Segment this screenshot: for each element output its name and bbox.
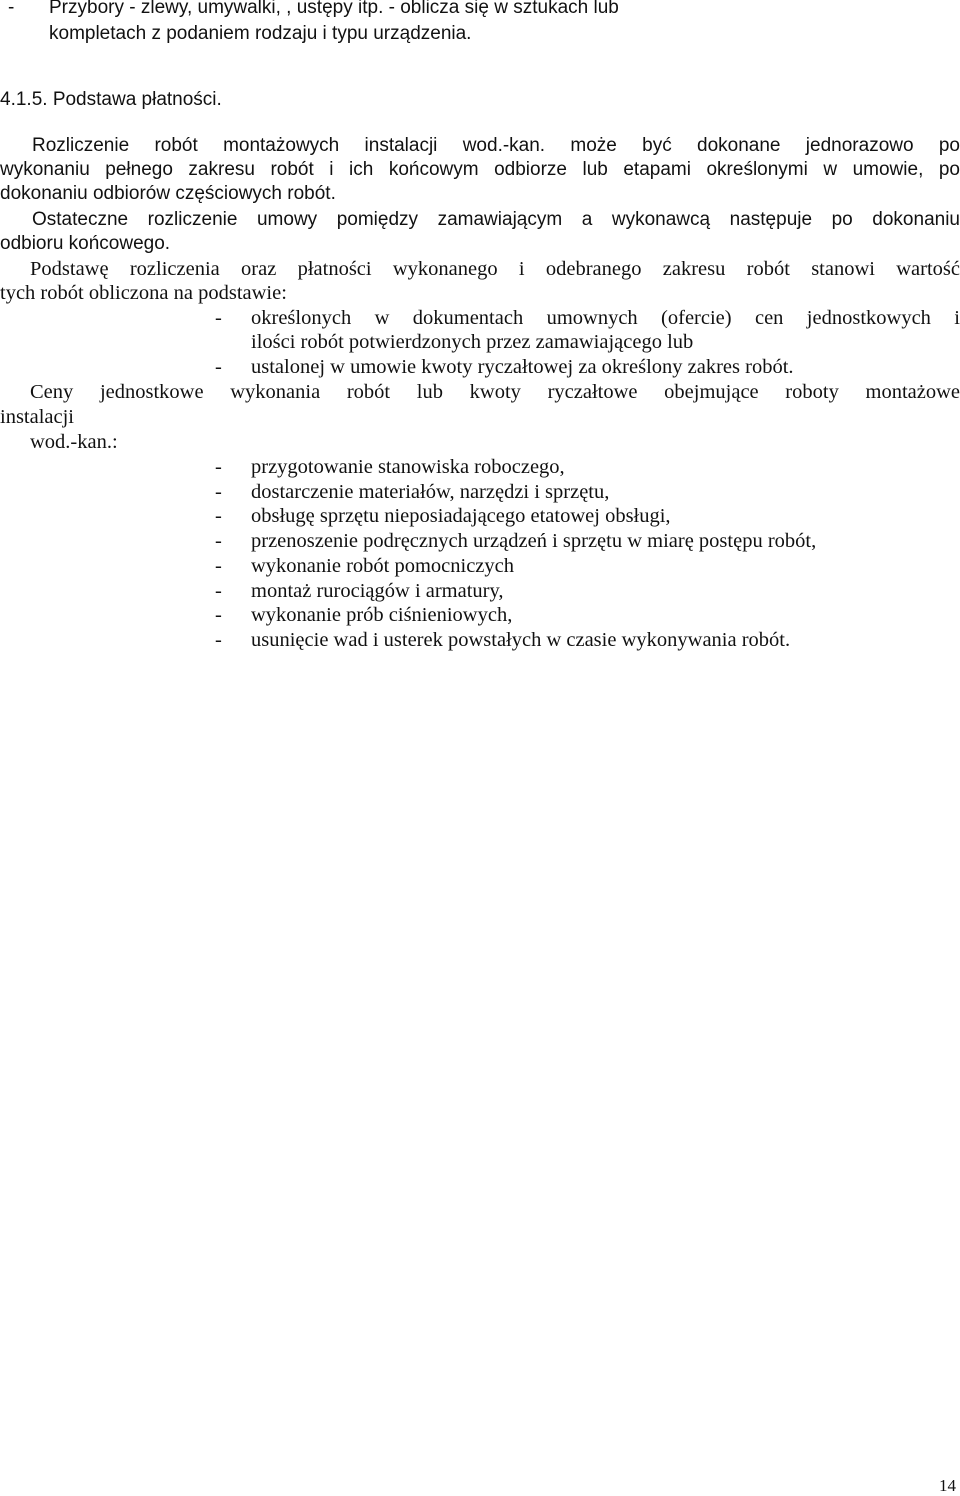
paragraph4-line1: Ceny jednostkowe wykonania robót lub kwoty ryczałtowe obejmujące roboty montażowe: [30, 381, 960, 403]
cost-item: wykonanie robót pomocniczych: [251, 555, 515, 577]
paragraph2-line1: Ostateczne rozliczenie umowy pomiędzy zamawiającym a wykonawcą następuje po dokonaniu: [32, 209, 960, 230]
list-dash: -: [215, 580, 222, 602]
cost-item: wykonanie prób ciśnieniowych,: [251, 604, 513, 626]
paragraph1-line2: wykonaniu pełnego zakresu robót i ich końcowym odbiorze lub etapami określonymi w umowie, po: [0, 159, 960, 180]
basis-item-1-line1: określonych w dokumentach umownych (ofercie) cen jednostkowych i: [251, 307, 960, 329]
list-dash: -: [215, 505, 222, 527]
section-heading: 4.1.5. Podstawa płatności.: [0, 89, 222, 110]
paragraph3-line2: tych robót obliczona na podstawie:: [0, 282, 287, 304]
paragraph4-line2: instalacji: [0, 406, 75, 428]
list-dash: -: [215, 456, 222, 478]
cost-item: przygotowanie stanowiska roboczego,: [251, 456, 565, 478]
paragraph3-line1: Podstawę rozliczenia oraz płatności wykonanego i odebranego zakresu robót stanowi wartość: [30, 258, 960, 280]
list-dash: -: [215, 307, 222, 329]
cost-item: dostarczenie materiałów, narzędzi i sprzętu,: [251, 481, 610, 503]
list-dash: -: [215, 629, 222, 651]
list-dash: -: [8, 0, 15, 18]
top-item-line1: Przybory - zlewy, umywalki, , ustępy itp. - oblicza się w sztukach lub: [49, 0, 619, 18]
list-dash: -: [215, 530, 222, 552]
list-dash: -: [215, 356, 222, 378]
cost-item: montaż rurociągów i armatury,: [251, 580, 504, 602]
list-dash: -: [215, 481, 222, 503]
list-dash: -: [215, 604, 222, 626]
list-dash: -: [215, 555, 222, 577]
basis-item-2: ustalonej w umowie kwoty ryczałtowej za określony zakres robót.: [251, 356, 794, 378]
top-item-line2: kompletach z podaniem rodzaju i typu urządzenia.: [49, 23, 472, 44]
cost-item: usunięcie wad i usterek powstałych w czasie wykonywania robót.: [251, 629, 791, 651]
page-number: 14: [939, 1476, 956, 1495]
paragraph4-line3: wod.-kan.:: [30, 431, 118, 453]
cost-item: obsługę sprzętu nieposiadającego etatowej obsługi,: [251, 505, 671, 527]
paragraph2-line2: odbioru końcowego.: [0, 233, 171, 254]
cost-item: przenoszenie podręcznych urządzeń i sprzętu w miarę postępu robót,: [251, 530, 817, 552]
basis-item-1-line2: ilości robót potwierdzonych przez zamawiającego lub: [251, 331, 694, 353]
paragraph1-line3: dokonaniu odbiorów częściowych robót.: [0, 183, 336, 204]
paragraph1-line1: Rozliczenie robót montażowych instalacji wod.-kan. może być dokonane jednorazowo po: [32, 135, 960, 156]
